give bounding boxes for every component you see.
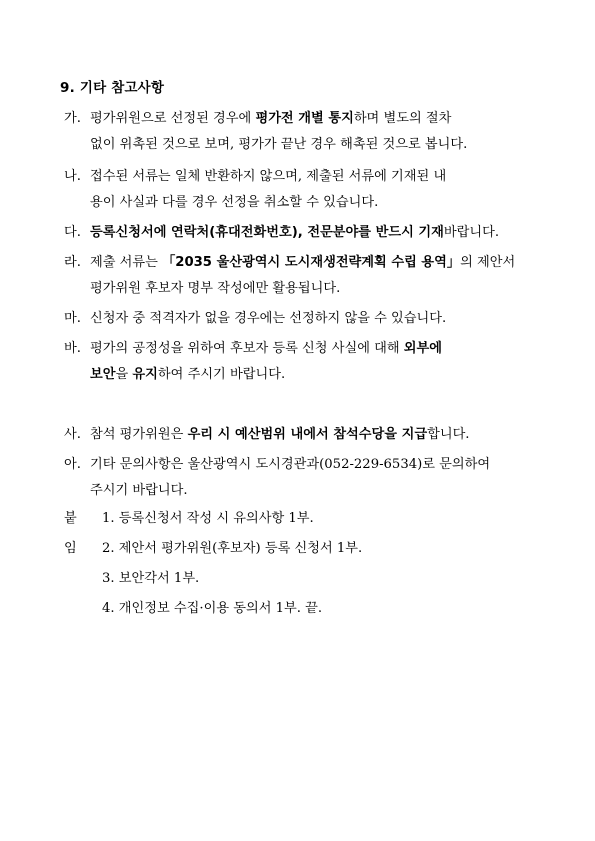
attachments-label: 붙임 [64,511,77,556]
item-marker: 바. [64,341,81,356]
list-item-da [64,220,538,246]
list-item-a [64,452,538,504]
item-line-2: 없이 위촉된 것으로 보며, 평가가 끝난 경우 해촉된 것으로 봅니다. [90,137,468,152]
item-line-1 [64,422,538,448]
item-text: 바랍니다. [443,225,500,240]
item-line-1 [64,250,538,276]
list-item-ga [64,106,538,158]
item-emphasis: 우리 시 예산범위 내에서 참석수당을 지급 [187,427,428,442]
item-text: 참석 평가위원은 [90,427,188,442]
item-emphasis: 평가전 개별 통지 [255,111,354,126]
item-emphasis: 외부에 [403,341,443,356]
list-item-sa [64,422,538,448]
item-marker: 가. [64,111,81,126]
item-line-1 [64,106,538,132]
item-marker: 다. [64,225,81,240]
item-text: 의 제안서 [460,255,516,270]
item-line-1: 접수된 서류는 일체 반환하지 않으며, 제출된 서류에 기재된 내 [90,169,447,184]
item-text: 합니다. [427,427,470,442]
item-line-2 [64,362,538,388]
item-marker: 사. [64,427,81,442]
item-line-1: 기타 문의사항은 울산광역시 도시경관과(052-229-6534)로 문의하여 [90,457,491,472]
item-text: 하며 별도의 절차 [353,111,452,126]
item-line-2: 용이 사실과 다를 경우 선정을 취소할 수 있습니다. [90,195,379,210]
item-emphasis: 「2035 울산광역시 도시재생전략계획 수립 용역」 [162,255,461,270]
attachments-list [102,504,522,624]
item-line-1 [64,336,538,362]
item-line-2: 평가위원 후보자 명부 작성에만 활용됩니다. [90,281,341,296]
section-title: 9. 기타 참고사항 [60,80,165,96]
item-marker: 아. [64,457,81,472]
item-marker: 나. [64,169,81,184]
item-emphasis: 유지 [132,367,158,382]
item-text: 하여 주시기 바랍니다. [157,367,286,382]
item-text: 평가의 공정성을 위하여 후보자 등록 신청 사실에 대해 [90,341,404,356]
item-emphasis: 등록신청서에 연락처(휴대전화번호), 전문분야를 반드시 기재 [90,225,444,240]
list-item-ma [64,306,538,332]
attachment-row: 2. 제안서 평가위원(후보자) 등록 신청서 1부. [102,541,363,556]
item-text: 제출 서류는 [90,255,163,270]
item-line-1: 신청자 중 적격자가 없을 경우에는 선정하지 않을 수 있습니다. [90,311,447,326]
item-text: 평가위원으로 선정된 경우에 [90,111,256,126]
item-marker: 라. [64,255,81,270]
item-text: 을 [115,367,133,382]
item-line-1 [64,220,538,246]
item-emphasis: 보안 [90,367,116,382]
item-line-2: 주시기 바랍니다. [90,483,188,498]
list-item-na [64,164,538,216]
attachment-row: 1. 등록신청서 작성 시 유의사항 1부. [102,511,314,526]
attachment-row: 3. 보안각서 1부. [102,571,200,586]
attachment-row: 4. 개인정보 수집·이용 동의서 1부. 끝. [102,601,323,616]
list-item-ba [64,336,538,388]
item-marker: 마. [64,311,81,326]
list-item-ra [64,250,538,302]
